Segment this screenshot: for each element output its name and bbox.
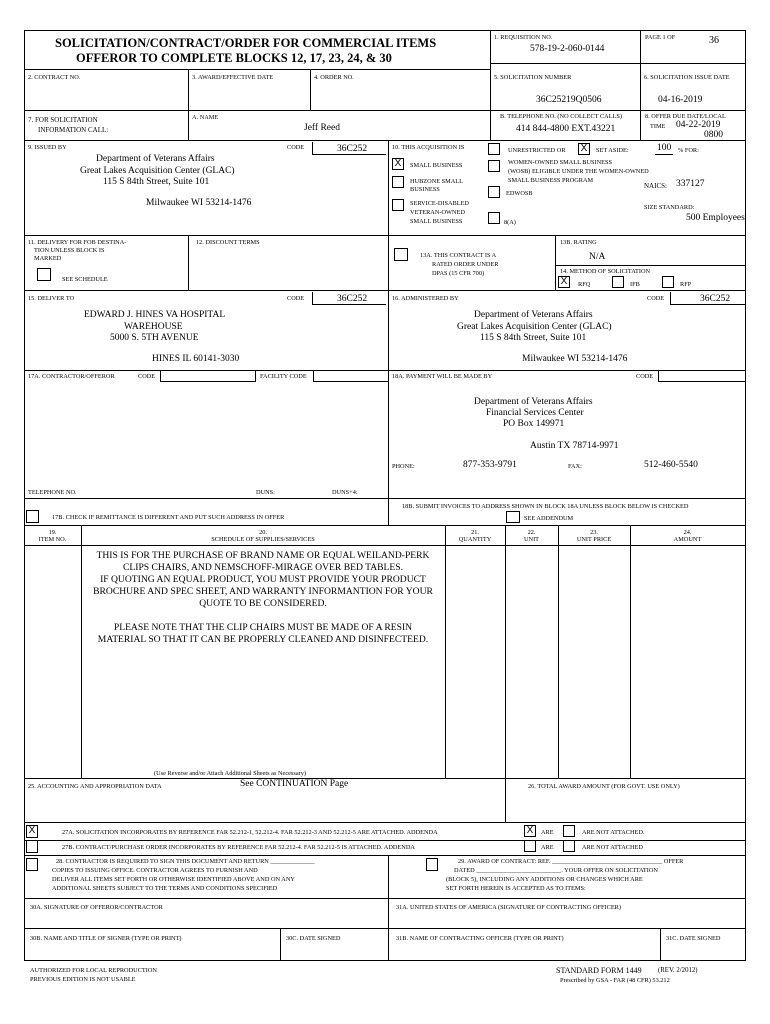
rating-value: N/A bbox=[589, 252, 606, 262]
offer-due-label: 8. OFFER DUE DATE/LOCAL bbox=[645, 113, 726, 120]
administered-line1: Department of Veterans Affairs bbox=[474, 310, 593, 320]
payment-line2: Financial Services Center bbox=[486, 408, 584, 418]
wosb-label-2: (WOSB) ELIGIBLE UNDER THE WOMEN-OWNED bbox=[508, 168, 649, 175]
sdvosb-label-2: VETERAN-OWNED bbox=[410, 209, 465, 216]
28-checkbox[interactable] bbox=[26, 858, 38, 871]
form-title-line1: SOLICITATION/CONTRACT/ORDER FOR COMMERCIAL ITEMS bbox=[55, 36, 437, 50]
wosb-checkbox[interactable] bbox=[488, 160, 500, 172]
method-label: 14. METHOD OF SOLICITATION bbox=[560, 268, 651, 275]
footer-reproduction: AUTHORIZED FOR LOCAL REPRODUCTION bbox=[30, 967, 157, 974]
col22-header: UNIT bbox=[523, 536, 540, 543]
payment-phone-value: 877-353-9791 bbox=[463, 460, 517, 470]
deliver-to-code: 36C252 bbox=[337, 294, 368, 304]
payment-fax-value: 512-460-5540 bbox=[644, 460, 698, 470]
page-total: 36 bbox=[709, 35, 719, 46]
signature-officer-label: 31A. UNITED STATES OF AMERICA (SIGNATURE OF CONTRACTING OFFICER) bbox=[396, 904, 621, 911]
are-not-label: ARE NOT ATTACHED. bbox=[582, 829, 645, 836]
rfp-label: RFP bbox=[680, 281, 692, 288]
col19-num: 19. bbox=[48, 529, 57, 536]
footer-form-name: STANDARD FORM 1449 bbox=[556, 966, 642, 975]
order-no-label: 4. ORDER NO. bbox=[314, 74, 354, 81]
col24-header: AMOUNT bbox=[673, 536, 702, 543]
see-addendum-label: SEE ADDENDUM bbox=[524, 515, 574, 522]
wosb-label-3: SMALL BUSINESS PROGRAM bbox=[508, 177, 594, 184]
phone-value: 414 844-4800 EXT.43221 bbox=[516, 124, 616, 134]
see-schedule-checkbox[interactable] bbox=[37, 268, 51, 281]
deliver-to-line3: 5000 S. 5TH AVENUE bbox=[110, 333, 199, 343]
reverse-note: (Use Reverse and/or Attach Additional Sheets as Necessary) bbox=[154, 770, 306, 777]
27a-checkbox[interactable]: X bbox=[26, 825, 38, 838]
award-date-label: 3. AWARD/EFFECTIVE DATE bbox=[192, 74, 274, 81]
rated-order-label-1: 13A. THIS CONTRACT IS A bbox=[420, 252, 497, 259]
page-label: PAGE 1 OF bbox=[645, 34, 676, 41]
payment-phone-label: PHONE: bbox=[392, 463, 415, 470]
requisition-label: 1. REQUISITION NO. bbox=[494, 34, 553, 41]
unrestricted-checkbox[interactable] bbox=[488, 143, 500, 155]
schedule-description bbox=[84, 550, 442, 646]
payment-line3: PO Box 149971 bbox=[503, 419, 565, 429]
administered-line3: 115 S 84th Street, Suite 101 bbox=[480, 333, 587, 343]
offer-due-time: 0800 bbox=[704, 130, 723, 140]
are-not-attached-2-checkbox[interactable] bbox=[563, 840, 575, 852]
solicitation-no-label: 5. SOLICITATION NUMBER bbox=[494, 74, 572, 81]
remittance-checkbox[interactable] bbox=[26, 510, 39, 523]
set-aside-percent: 100 bbox=[655, 143, 673, 155]
footer-prescribed: Prescribed by GSA - FAR (48 CFR) 53.212 bbox=[560, 977, 670, 984]
deliver-to-line1: EDWARD J. HINES VA HOSPITAL bbox=[84, 310, 226, 320]
col22-num: 22. bbox=[527, 529, 536, 536]
issued-by-line4: Milwaukee WI 53214-1476 bbox=[146, 198, 252, 208]
contract-no-label: 2. CONTRACT NO. bbox=[28, 74, 81, 81]
29-line3: (BLOCK 5), INCLUDING ANY ADDITIONS OR CHANGES WHICH ARE bbox=[446, 876, 643, 883]
name-label: A. NAME bbox=[192, 114, 219, 121]
remittance-label: 17B. CHECK IF REMITTANCE IS DIFFERENT AND PUT SUCH ADDRESS IN OFFER bbox=[52, 514, 285, 521]
col24-num: 24. bbox=[683, 529, 692, 536]
size-standard-value: 500 Employees bbox=[686, 213, 745, 223]
fob-label-1: 11. DELIVERY FOR FOB DESTINA- bbox=[28, 239, 127, 246]
officer-name-label: 31B. NAME OF CONTRACTING OFFICER (TYPE OR PRINT) bbox=[396, 935, 564, 942]
28-line3: DELIVER ALL ITEMS SET FORTH OR OTHERWISE IDENTIFIED ABOVE AND ON ANY bbox=[52, 876, 295, 883]
col23-num: 23. bbox=[590, 529, 598, 536]
signer-name-label: 30B. NAME AND TITLE OF SIGNER (TYPE OR PRINT) bbox=[30, 935, 182, 942]
hubzone-label-1: HUBZONE SMALL bbox=[410, 178, 463, 185]
see-schedule-label: SEE SCHEDULE bbox=[62, 276, 108, 283]
requisition-value: 578-19-2-060-0144 bbox=[530, 44, 605, 54]
issued-by-code-label: CODE bbox=[287, 144, 305, 151]
col20-header: SCHEDULE OF SUPPLIES/SERVICES bbox=[211, 536, 315, 543]
issue-date-value: 04-16-2019 bbox=[658, 95, 703, 105]
col21-header: QUANTITY bbox=[458, 536, 492, 543]
administered-code-label: CODE bbox=[647, 295, 665, 302]
small-business-checkbox[interactable]: X bbox=[392, 158, 404, 170]
small-business-label: SMALL BUSINESS bbox=[410, 162, 463, 169]
29-line4: SET FORTH HEREIN IS ACCEPTED AS TO ITEMS: bbox=[446, 885, 586, 892]
footer-previous-edition: PREVIOUS EDITION IS NOT USABLE bbox=[30, 976, 136, 983]
sdvosb-label-3: SMALL BUSINESS bbox=[410, 218, 463, 225]
deliver-to-label: 15. DELIVER TO bbox=[28, 295, 75, 302]
ifb-checkbox[interactable] bbox=[612, 276, 624, 288]
administered-code: 36C252 bbox=[700, 294, 731, 304]
col19-header: ITEM NO. bbox=[38, 536, 67, 543]
form-title-line2: OFFEROR TO COMPLETE BLOCKS 12, 17, 23, 24, & 30 bbox=[76, 51, 392, 65]
hubzone-checkbox[interactable] bbox=[392, 176, 404, 188]
desc-line: BROCHURE AND SPEC SHEET, AND WARRANTY INFORMANTION FOR YOUR bbox=[93, 586, 433, 597]
payment-fax-label: FAX: bbox=[568, 463, 582, 470]
ifb-label: IFB bbox=[630, 281, 640, 288]
date-signed-label: 30C. DATE SIGNED bbox=[286, 935, 341, 942]
28-line2: COPIES TO ISSUING OFFICE. CONTRACTOR AGREES TO FURNISH AND bbox=[52, 867, 258, 874]
27b-label: 27B. CONTRACT/PURCHASE ORDER INCORPORATES BY REFERENCE FAR 52.212-4. FAR 52.212-5 IS ATTACHED. ADDENDA bbox=[62, 844, 415, 851]
administered-line4: Milwaukee WI 53214-1476 bbox=[522, 354, 628, 364]
sdvosb-checkbox[interactable] bbox=[392, 199, 404, 211]
phone-label: B. TELEPHONE NO. (NO COLLECT CALLS) bbox=[500, 113, 623, 120]
percent-for-label: % FOR: bbox=[678, 147, 699, 154]
29-line1: 29. AWARD OF CONTRACT: REF. ___________________________________ OFFER bbox=[458, 858, 684, 865]
name-value: Jeff Reed bbox=[304, 123, 340, 133]
payment-label: 18A. PAYMENT WILL BE MADE BY bbox=[392, 373, 493, 380]
desc-line: CLIPS CHAIRS, AND NEMSCHOFF-MIRAGE OVER BED TABLES. bbox=[123, 562, 403, 573]
issue-date-label: 6. SOLICITATION ISSUE DATE bbox=[644, 74, 730, 81]
size-standard-label: SIZE STANDARD: bbox=[644, 204, 695, 211]
set-aside-checkbox[interactable]: X bbox=[578, 143, 590, 155]
wosb-label-1: WOMEN-OWNED SMALL BUSINESS bbox=[508, 159, 613, 166]
border-top bbox=[24, 30, 746, 31]
28-line4: ADDITIONAL SHEETS SUBJECT TO THE TERMS AND CONDITIONS SPECIFIED bbox=[52, 885, 278, 892]
see-addendum-checkbox[interactable] bbox=[506, 511, 520, 523]
solicitation-no-value: 36C25219Q0506 bbox=[536, 95, 602, 105]
are-not-label-2: ARE NOT ATTACHED bbox=[582, 844, 643, 851]
contractor-label: 17A. CONTRACTOR/OFFEROR bbox=[28, 373, 115, 380]
border-right bbox=[745, 30, 746, 960]
are-label: ARE bbox=[541, 829, 554, 836]
unrestricted-label: UNRESTRICTED OR bbox=[508, 147, 566, 154]
rfq-checkbox[interactable]: X bbox=[558, 276, 570, 288]
administered-by-label: 16. ADMINISTERED BY bbox=[392, 295, 459, 302]
desc-line: MATERIAL SO THAT IT CAN BE PROPERLY CLEANED AND DISINFECTEED. bbox=[97, 634, 429, 645]
accounting-value: See CONTINUATION Page bbox=[240, 779, 349, 789]
payment-line1: Department of Veterans Affairs bbox=[474, 397, 593, 407]
naics-value: 337127 bbox=[676, 179, 705, 189]
accounting-label: 25. ACCOUNTING AND APPROPRIATION DATA bbox=[28, 783, 162, 790]
rated-order-label-2: RATED ORDER UNDER bbox=[432, 261, 499, 268]
naics-label: NAICS: bbox=[644, 182, 667, 190]
total-award-label: 26. TOTAL AWARD AMOUNT (FOR GOVT. USE ONLY) bbox=[528, 783, 680, 790]
fob-label-3: MARKED bbox=[34, 255, 62, 262]
deliver-to-line4: HINES IL 60141-3030 bbox=[152, 354, 240, 364]
administered-line2: Great Lakes Acquisition Center (GLAC) bbox=[457, 322, 612, 332]
time-label: TIME bbox=[650, 123, 666, 130]
desc-line: THIS IS FOR THE PURCHASE OF BRAND NAME OR EQUAL WEILAND-PERK bbox=[96, 550, 430, 561]
payment-code-label: CODE bbox=[636, 373, 654, 380]
rfp-checkbox[interactable] bbox=[662, 276, 674, 288]
rated-order-checkbox[interactable] bbox=[394, 248, 408, 261]
edwosb-label: EDWOSB bbox=[506, 190, 533, 197]
are-attached-2-checkbox[interactable] bbox=[524, 840, 536, 852]
29-checkbox[interactable] bbox=[426, 858, 438, 871]
rfq-label: RFQ bbox=[578, 281, 591, 288]
contractor-code-label: CODE bbox=[138, 373, 156, 380]
desc-line: QUOTE TO BE CONSIDERED. bbox=[199, 598, 327, 609]
duns-label: DUNS: bbox=[256, 489, 275, 496]
payment-line4: Austin TX 78714-9971 bbox=[530, 441, 619, 451]
facility-code-label: FACILITY CODE bbox=[260, 373, 307, 380]
issued-by-code: 36C252 bbox=[337, 144, 368, 154]
fob-label-2: TION UNLESS BLOCK IS bbox=[34, 247, 105, 254]
28-line1: 28. CONTRACTOR IS REQUIRED TO SIGN THIS DOCUMENT AND RETURN ______________ bbox=[56, 858, 315, 865]
hubzone-label-2: BUSINESS bbox=[410, 186, 440, 193]
deliver-to-line2: WAREHOUSE bbox=[124, 322, 183, 332]
desc-line: PLEASE NOTE THAT THE CLIP CHAIRS MUST BE MADE OF A RESIN bbox=[113, 622, 413, 633]
footer-revision: (REV. 2/2012) bbox=[658, 967, 698, 974]
rating-label: 13B. RATING bbox=[560, 239, 597, 246]
8a-checkbox[interactable] bbox=[488, 212, 500, 224]
telephone-label: TELEPHONE NO. bbox=[28, 489, 77, 496]
info-call-label-1: 7. FOR SOLICITATION bbox=[28, 116, 98, 124]
desc-line: IF QUOTING AN EQUAL PRODUCT, YOU MUST PROVIDE YOUR PRODUCT bbox=[100, 574, 426, 585]
issued-by-label: 9. ISSUED BY bbox=[28, 144, 67, 151]
8a-label: 8(A) bbox=[504, 219, 516, 226]
acquisition-label: 10. THIS ACQUISITION IS bbox=[392, 144, 465, 151]
issued-by-line3: 115 S 84th Street, Suite 101 bbox=[103, 177, 210, 187]
col23-header: UNIT PRICE bbox=[576, 536, 612, 543]
issued-by-line1: Department of Veterans Affairs bbox=[96, 154, 215, 164]
signature-offeror-label: 30A. SIGNATURE OF OFFEROR/CONTRACTOR bbox=[30, 904, 163, 911]
deliver-to-code-label: CODE bbox=[287, 295, 305, 302]
col21-num: 21. bbox=[471, 529, 479, 536]
info-call-label-2: INFORMATION CALL: bbox=[38, 126, 109, 134]
offer-due-date: 04-22-2019 bbox=[676, 120, 721, 130]
are-not-attached-checkbox[interactable] bbox=[563, 825, 575, 837]
border-left bbox=[24, 30, 25, 960]
are-label-2: ARE bbox=[541, 844, 554, 851]
discount-terms-label: 12. DISCOUNT TERMS bbox=[196, 239, 260, 246]
rated-order-label-3: DPAS (15 CFR 700) bbox=[432, 270, 485, 277]
duns4-label: DUNS+4: bbox=[332, 489, 358, 496]
issued-by-line2: Great Lakes Acquisition Center (GLAC) bbox=[80, 166, 235, 176]
col20-num: 20. bbox=[259, 529, 267, 536]
27a-label: 27A. SOLICITATION INCORPORATES BY REFERENCE FAR 52.212-1, 52.212-4. FAR 52.212-3 AND 52.212-5 ARE ATTACHED. ADDENDA bbox=[62, 829, 438, 836]
officer-date-label: 31C. DATE SIGNED bbox=[666, 935, 721, 942]
29-line2: DATED ___________________________. YOUR OFFER ON SOLICITATION bbox=[454, 867, 658, 874]
edwosb-checkbox[interactable] bbox=[488, 186, 500, 198]
submit-invoices-label: 18B. SUBMIT INVOICES TO ADDRESS SHOWN IN BLOCK 18A UNLESS BLOCK BELOW IS CHECKED bbox=[402, 503, 689, 510]
are-attached-checkbox[interactable]: X bbox=[524, 825, 536, 837]
border-bottom bbox=[24, 960, 746, 961]
set-aside-label: SET ASIDE: bbox=[596, 147, 629, 154]
sdvosb-label-1: SERVICE-DISABLED bbox=[410, 200, 469, 207]
27b-checkbox[interactable] bbox=[26, 840, 38, 853]
